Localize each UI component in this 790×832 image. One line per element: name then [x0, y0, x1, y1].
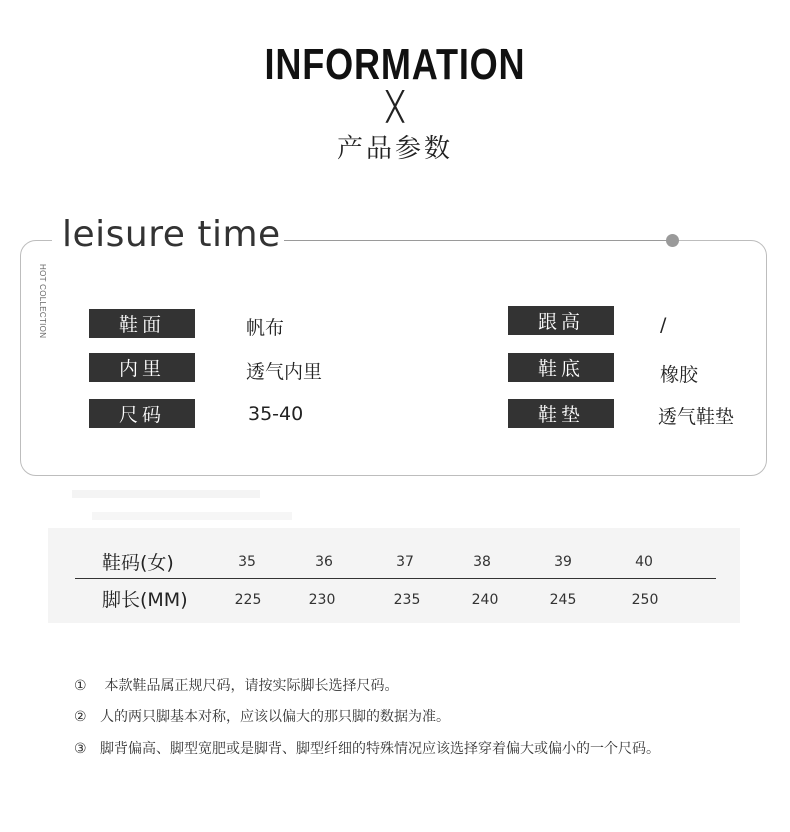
- spec-label-upper: 鞋面: [89, 309, 195, 338]
- spec-label-insole: 鞋垫: [508, 399, 614, 428]
- note-text: 脚背偏高、脚型宽肥或是脚背、脚型纤细的特殊情况应该选择穿着偏大或偏小的一个尺码。: [100, 741, 660, 757]
- spec-label-sole: 鞋底: [508, 353, 614, 382]
- size-cell: 35: [238, 554, 256, 570]
- spec-value-lining: 透气内里: [246, 361, 323, 383]
- length-cell: 230: [308, 592, 336, 608]
- note-item: [74, 738, 660, 758]
- size-row-label: 鞋码(女): [102, 552, 174, 574]
- note-text: 本款鞋品属正规尺码，请按实际脚长选择尺码。: [100, 678, 399, 694]
- rule-end-dot: [666, 234, 679, 247]
- spec-value-size: 35-40: [248, 403, 304, 425]
- spec-value-heel: /: [660, 314, 667, 336]
- heading-rule: [284, 240, 672, 241]
- note-number: ③: [74, 741, 87, 757]
- length-cell: 225: [234, 592, 262, 608]
- size-cell: 39: [554, 554, 572, 570]
- table-divider: [75, 578, 716, 579]
- note-number: ②: [74, 709, 87, 725]
- spec-label-lining: 内里: [89, 353, 195, 382]
- length-cell: 235: [393, 592, 421, 608]
- note-text: 人的两只脚基本对称，应该以偏大的那只脚的数据为准。: [100, 709, 450, 725]
- faint-line: [72, 490, 260, 498]
- page-subtitle: 产品参数: [336, 134, 453, 164]
- faint-line: [92, 512, 292, 520]
- card-heading: leisure time: [62, 214, 281, 255]
- size-cell: 40: [635, 554, 653, 570]
- spec-value-insole: 透气鞋垫: [658, 406, 735, 428]
- spec-value-upper: 帆布: [246, 317, 285, 339]
- note-number: ①: [74, 678, 87, 694]
- spec-label-heel: 跟高: [508, 306, 614, 335]
- note-item: [74, 706, 450, 726]
- spec-value-sole: 橡胶: [660, 364, 699, 386]
- cross-symbol: ╳: [386, 90, 404, 123]
- size-cell: 37: [396, 554, 414, 570]
- side-caption: HOT COLLECTION: [38, 264, 47, 339]
- length-cell: 250: [631, 592, 659, 608]
- size-cell: 38: [473, 554, 491, 570]
- note-item: [74, 675, 398, 695]
- size-cell: 36: [315, 554, 333, 570]
- spec-label-size: 尺码: [89, 399, 195, 428]
- length-cell: 245: [549, 592, 577, 608]
- page-title: INFORMATION: [264, 40, 526, 89]
- foot-length-row-label: 脚长(MM): [102, 589, 188, 611]
- length-cell: 240: [471, 592, 499, 608]
